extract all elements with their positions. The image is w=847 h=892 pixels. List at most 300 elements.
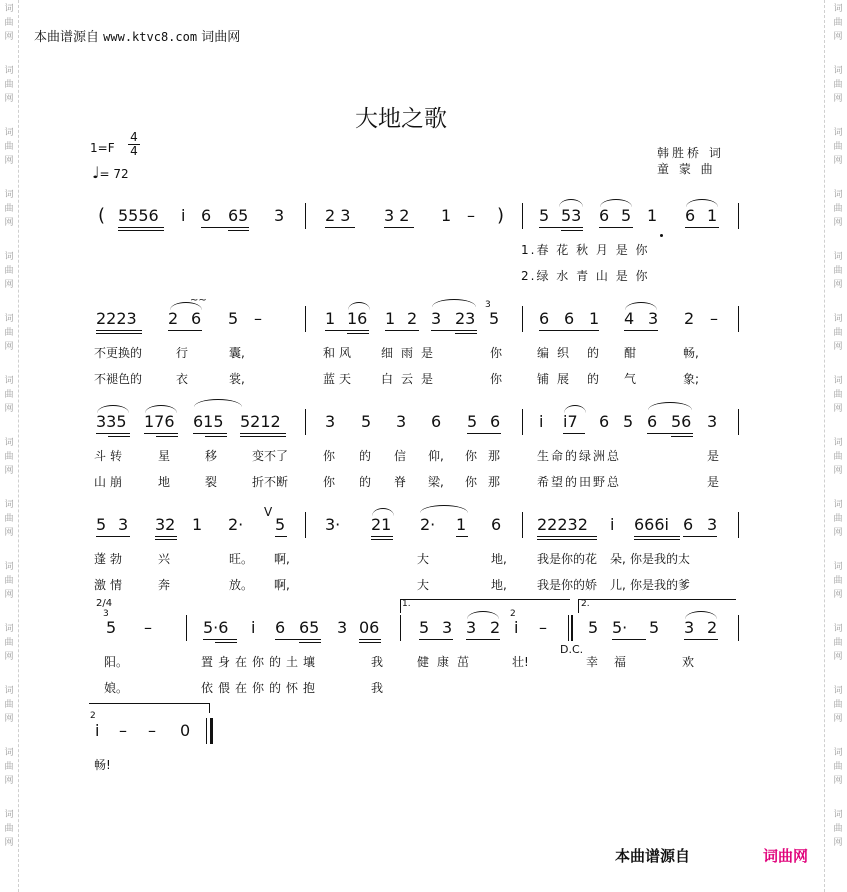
note: – bbox=[254, 309, 262, 328]
lyric: 是 bbox=[707, 449, 720, 463]
note: 2 3 bbox=[325, 206, 351, 225]
watermark-glyph: 网 bbox=[833, 280, 843, 290]
lyric: 和风 bbox=[323, 346, 356, 360]
watermark-glyph: 网 bbox=[4, 218, 14, 228]
note: 53 bbox=[561, 206, 582, 225]
note: 6 bbox=[685, 206, 696, 225]
lyric: 幸福 bbox=[586, 655, 643, 669]
underline bbox=[539, 330, 599, 331]
lyric: 我 bbox=[371, 681, 384, 695]
watermark-glyph: 词 bbox=[833, 190, 843, 200]
underline bbox=[144, 433, 178, 434]
underline bbox=[384, 227, 414, 228]
lyric: 囊, bbox=[229, 346, 245, 360]
lyric: 是 bbox=[707, 475, 720, 489]
watermark-glyph: 曲 bbox=[4, 328, 14, 338]
lyric: 地 bbox=[158, 475, 171, 489]
barline bbox=[738, 203, 739, 229]
lyrics-verse-1: 1.春 花 秋 月 是 你 bbox=[521, 243, 650, 257]
watermark-glyph: 网 bbox=[833, 776, 843, 786]
final-barline bbox=[206, 718, 207, 744]
watermark-glyph: 网 bbox=[4, 838, 14, 848]
lyric: 你 bbox=[465, 449, 478, 463]
lyric: 放。 bbox=[229, 578, 254, 592]
grace-note: 2 bbox=[510, 609, 516, 619]
lyric: 的 bbox=[587, 346, 600, 360]
note: 2· bbox=[420, 515, 436, 534]
lyric: 斗转 bbox=[94, 449, 127, 463]
watermark-glyph: 曲 bbox=[833, 514, 843, 524]
watermark-glyph: 曲 bbox=[4, 576, 14, 586]
composer-credit: 童 蒙 曲 bbox=[657, 162, 716, 176]
watermark-glyph: 词 bbox=[4, 66, 14, 76]
tempo-marking: ♩= 72 bbox=[92, 163, 129, 182]
watermark-glyph: 词 bbox=[4, 4, 14, 14]
lyric: 裳, bbox=[229, 372, 245, 386]
lyric: 不更换的 bbox=[94, 346, 143, 360]
watermark-glyph: 词 bbox=[833, 686, 843, 696]
underline bbox=[96, 536, 130, 537]
note: 6 bbox=[539, 309, 550, 328]
grace-note: 2 bbox=[90, 711, 96, 721]
lyric: 你是我的爹 bbox=[630, 578, 691, 592]
watermark-glyph: 词 bbox=[833, 4, 843, 14]
final-barline bbox=[210, 718, 213, 744]
watermark-glyph: 词 bbox=[4, 376, 14, 386]
watermark-glyph: 网 bbox=[833, 466, 843, 476]
lyric: 奔 bbox=[158, 578, 171, 592]
note: 5556 bbox=[118, 206, 159, 225]
watermark-glyph: 词 bbox=[4, 438, 14, 448]
underline bbox=[228, 230, 249, 231]
note: 2· bbox=[228, 515, 244, 534]
underline bbox=[466, 639, 500, 640]
barline bbox=[738, 306, 739, 332]
underline bbox=[647, 433, 693, 434]
lyric: 行 bbox=[176, 346, 189, 360]
watermark-glyph: 网 bbox=[833, 528, 843, 538]
note: 3 bbox=[707, 412, 718, 431]
note: 5 bbox=[96, 515, 107, 534]
note: 3 bbox=[325, 412, 336, 431]
note: 3 bbox=[707, 515, 718, 534]
watermark-glyph: 曲 bbox=[833, 452, 843, 462]
lyric: 我是你的娇 bbox=[537, 578, 598, 592]
lyric: 星 bbox=[158, 449, 171, 463]
watermark-glyph: 词 bbox=[833, 438, 843, 448]
watermark-glyph: 曲 bbox=[833, 204, 843, 214]
watermark-glyph: 词 bbox=[833, 314, 843, 324]
note: 5 bbox=[623, 412, 634, 431]
lyric: 希望的田野总 bbox=[537, 475, 622, 489]
barline bbox=[522, 512, 523, 538]
barline bbox=[522, 306, 523, 332]
watermark-glyph: 曲 bbox=[833, 576, 843, 586]
lyric: 我 bbox=[371, 655, 384, 669]
underline bbox=[299, 642, 321, 643]
trill-icon: ~~ bbox=[190, 295, 207, 306]
footer-source-label: 本曲谱源自 bbox=[615, 847, 691, 865]
lyric: 地, bbox=[491, 552, 507, 566]
note: 3 bbox=[274, 206, 285, 225]
barline-double bbox=[571, 615, 573, 641]
watermark-glyph: 曲 bbox=[833, 824, 843, 834]
watermark-right bbox=[831, 0, 845, 892]
volta-label-2: 2. bbox=[581, 599, 590, 609]
underline bbox=[96, 333, 142, 334]
watermark-glyph: 网 bbox=[4, 280, 14, 290]
slur bbox=[145, 405, 177, 413]
lyric: 的 bbox=[359, 475, 372, 489]
note: 335 bbox=[96, 412, 127, 431]
watermark-glyph: 曲 bbox=[4, 824, 14, 834]
barline bbox=[305, 306, 306, 332]
underline bbox=[671, 436, 693, 437]
watermark-glyph: 词 bbox=[4, 252, 14, 262]
watermark-glyph: 词 bbox=[833, 748, 843, 758]
underline bbox=[108, 436, 130, 437]
note: 3· bbox=[325, 515, 341, 534]
lyric: 我是你的花 bbox=[537, 552, 598, 566]
note: 1 bbox=[192, 515, 203, 534]
lyric: 欢 bbox=[682, 655, 695, 669]
lyric: 梁, bbox=[428, 475, 444, 489]
underline bbox=[455, 333, 477, 334]
underline bbox=[240, 436, 286, 437]
meter-change: 2/4 bbox=[96, 598, 113, 609]
note: 6 bbox=[431, 412, 442, 431]
note: 2 bbox=[490, 618, 501, 637]
note: 3 bbox=[431, 309, 442, 328]
note: 6 bbox=[564, 309, 575, 328]
slur bbox=[564, 405, 586, 413]
lyric: 儿, bbox=[610, 578, 626, 592]
underline bbox=[683, 536, 717, 537]
underline bbox=[156, 436, 178, 437]
slur bbox=[686, 199, 718, 207]
slur bbox=[348, 302, 370, 310]
time-signature: 4 4 bbox=[128, 131, 140, 158]
slur bbox=[559, 199, 583, 207]
note: 56 bbox=[671, 412, 692, 431]
note: 5 bbox=[621, 206, 632, 225]
lyric: 啊, bbox=[274, 578, 290, 592]
lyric: 不褪色的 bbox=[94, 372, 143, 386]
barline bbox=[400, 615, 401, 641]
lyric: 蓝天 bbox=[323, 372, 356, 386]
underline bbox=[325, 227, 355, 228]
underline bbox=[325, 330, 369, 331]
note: 06 bbox=[359, 618, 380, 637]
watermark-glyph: 网 bbox=[4, 652, 14, 662]
underline bbox=[685, 227, 719, 228]
lyric: 激情 bbox=[94, 578, 127, 592]
underline bbox=[168, 330, 202, 331]
underline bbox=[431, 330, 477, 331]
watermark-glyph: 曲 bbox=[833, 638, 843, 648]
note: ) bbox=[497, 205, 505, 226]
note: – bbox=[467, 206, 475, 225]
volta-label-1: 1. bbox=[402, 599, 411, 609]
lyric: 健康茁 bbox=[417, 655, 478, 669]
watermark-glyph: 词 bbox=[833, 128, 843, 138]
note: 1 bbox=[325, 309, 336, 328]
lyric: 你 bbox=[490, 372, 503, 386]
grace-note: 3 bbox=[103, 609, 109, 619]
barline bbox=[305, 409, 306, 435]
underline bbox=[155, 536, 177, 537]
lyric: 兴 bbox=[158, 552, 171, 566]
lyric: 依偎在你的怀抱 bbox=[201, 681, 321, 695]
footer-site: 词曲网 bbox=[763, 847, 809, 865]
watermark-glyph: 曲 bbox=[833, 18, 843, 28]
lyric: 气 bbox=[624, 372, 637, 386]
note: 65 bbox=[299, 618, 320, 637]
note: 5 bbox=[419, 618, 430, 637]
underline bbox=[275, 639, 321, 640]
note: 6 bbox=[647, 412, 658, 431]
source-site: 词曲网 bbox=[201, 30, 241, 45]
note: 3 bbox=[684, 618, 695, 637]
lyric: 你是我的太 bbox=[630, 552, 691, 566]
note: 21 bbox=[371, 515, 392, 534]
lyric: 象; bbox=[683, 372, 700, 386]
slur bbox=[648, 402, 692, 410]
note: 2 bbox=[407, 309, 418, 328]
underline bbox=[684, 639, 718, 640]
underline bbox=[96, 433, 130, 434]
breath-mark: V bbox=[264, 505, 273, 519]
barline bbox=[738, 512, 739, 538]
watermark-glyph: 词 bbox=[833, 810, 843, 820]
note: 2223 bbox=[96, 309, 137, 328]
lyric: 你 bbox=[323, 449, 336, 463]
slur bbox=[420, 505, 468, 513]
lyric: 白云是 bbox=[381, 372, 442, 386]
underline bbox=[371, 539, 393, 540]
barline bbox=[738, 615, 739, 641]
source-header bbox=[34, 26, 240, 45]
underline bbox=[599, 227, 633, 228]
watermark-glyph: 曲 bbox=[833, 762, 843, 772]
lyric: 编织 bbox=[537, 346, 578, 360]
watermark-glyph: 曲 bbox=[4, 142, 14, 152]
slur bbox=[97, 405, 129, 413]
watermark-glyph: 词 bbox=[833, 624, 843, 634]
note: 5 bbox=[489, 309, 500, 328]
note: – bbox=[119, 721, 127, 740]
underline bbox=[634, 539, 680, 540]
lyric: 娘。 bbox=[104, 681, 129, 695]
watermark-glyph: 词 bbox=[833, 66, 843, 76]
watermark-glyph: 网 bbox=[833, 32, 843, 42]
note: 2 bbox=[168, 309, 179, 328]
note: i bbox=[181, 206, 186, 225]
watermark-glyph: 网 bbox=[4, 32, 14, 42]
lyric: 信 bbox=[394, 449, 407, 463]
underline bbox=[359, 642, 381, 643]
watermark-glyph: 曲 bbox=[4, 638, 14, 648]
note: 2 bbox=[707, 618, 718, 637]
slur bbox=[625, 302, 657, 310]
lyric: 仰, bbox=[428, 449, 444, 463]
watermark-glyph: 曲 bbox=[4, 514, 14, 524]
watermark-glyph: 词 bbox=[833, 252, 843, 262]
underline bbox=[563, 433, 585, 434]
volta-bracket-1-hook bbox=[400, 599, 401, 613]
note: i bbox=[95, 721, 100, 740]
underline bbox=[275, 536, 287, 537]
underline bbox=[385, 330, 419, 331]
source-label: 本曲谱源自 bbox=[34, 30, 100, 45]
watermark-glyph: 词 bbox=[4, 190, 14, 200]
lyric: 畅! bbox=[94, 758, 111, 772]
volta-bracket-2-continued bbox=[89, 703, 209, 704]
underline bbox=[561, 230, 583, 231]
slur bbox=[194, 399, 242, 407]
lyric: 旺。 bbox=[229, 552, 254, 566]
lyric: 大 bbox=[417, 552, 430, 566]
lyric: 酣 bbox=[624, 346, 637, 360]
note: 6 bbox=[683, 515, 694, 534]
note: 1 bbox=[589, 309, 600, 328]
underline bbox=[203, 639, 237, 640]
lyric: 的 bbox=[587, 372, 600, 386]
note: 16 bbox=[347, 309, 368, 328]
watermark-glyph: 曲 bbox=[833, 80, 843, 90]
watermark-glyph: 网 bbox=[833, 838, 843, 848]
barline-double bbox=[568, 615, 569, 641]
lyric: 朵, bbox=[610, 552, 626, 566]
lyric: 铺展 bbox=[537, 372, 578, 386]
watermark-left bbox=[2, 0, 16, 892]
note: 23 bbox=[455, 309, 476, 328]
note: i bbox=[610, 515, 615, 534]
lyric: 生命的绿洲总 bbox=[537, 449, 622, 463]
note: 6 bbox=[490, 412, 501, 431]
slur bbox=[372, 508, 394, 516]
watermark-glyph: 网 bbox=[833, 714, 843, 724]
watermark-glyph: 曲 bbox=[833, 390, 843, 400]
note: – bbox=[144, 618, 152, 637]
underline bbox=[193, 433, 227, 434]
note: 3 2 bbox=[384, 206, 410, 225]
lyric: 你 bbox=[490, 346, 503, 360]
lyric: 置身在你的土壤 bbox=[201, 655, 321, 669]
lyric: 那 bbox=[488, 449, 501, 463]
watermark-glyph: 网 bbox=[833, 156, 843, 166]
note: 5 bbox=[539, 206, 550, 225]
note: 5 bbox=[275, 515, 286, 534]
watermark-glyph: 网 bbox=[4, 404, 14, 414]
watermark-divider-right bbox=[824, 0, 825, 892]
watermark-glyph: 曲 bbox=[4, 390, 14, 400]
watermark-glyph: 网 bbox=[833, 404, 843, 414]
source-url[interactable]: www.ktvc8.com bbox=[103, 30, 198, 44]
note: 6 bbox=[191, 309, 202, 328]
lyric: 山崩 bbox=[94, 475, 127, 489]
lyric: 畅, bbox=[683, 346, 699, 360]
watermark-glyph: 词 bbox=[4, 500, 14, 510]
underline bbox=[118, 227, 164, 228]
lyrics-verse-2: 2.绿 水 青 山 是 你 bbox=[521, 269, 650, 283]
lyric: 啊, bbox=[274, 552, 290, 566]
note: 65 bbox=[228, 206, 249, 225]
watermark-glyph: 网 bbox=[4, 528, 14, 538]
underline bbox=[624, 330, 658, 331]
note: 6 bbox=[275, 618, 286, 637]
lyric: 那 bbox=[488, 475, 501, 489]
watermark-glyph: 词 bbox=[833, 562, 843, 572]
watermark-glyph: 网 bbox=[4, 714, 14, 724]
lyric: 地, bbox=[491, 578, 507, 592]
note: – bbox=[710, 309, 718, 328]
slur bbox=[432, 299, 476, 307]
watermark-glyph: 曲 bbox=[833, 266, 843, 276]
note: 5 bbox=[361, 412, 372, 431]
note: 3 bbox=[648, 309, 659, 328]
volta-bracket-end bbox=[209, 703, 210, 713]
barline bbox=[186, 615, 187, 641]
watermark-glyph: 词 bbox=[4, 128, 14, 138]
note: 5· bbox=[612, 618, 628, 637]
lyric: 衣 bbox=[176, 372, 189, 386]
note: 3 bbox=[118, 515, 129, 534]
grace-note: 3 bbox=[485, 300, 491, 310]
barline bbox=[522, 203, 523, 229]
note: 5212 bbox=[240, 412, 281, 431]
barline bbox=[522, 409, 523, 435]
watermark-glyph: 网 bbox=[4, 94, 14, 104]
lyric: 阳。 bbox=[104, 655, 129, 669]
underline bbox=[118, 230, 164, 231]
underline bbox=[347, 333, 369, 334]
note: 6 bbox=[491, 515, 502, 534]
watermark-glyph: 网 bbox=[4, 342, 14, 352]
note: 1 bbox=[441, 206, 452, 225]
note: ( bbox=[98, 205, 106, 226]
watermark-glyph: 词 bbox=[833, 500, 843, 510]
barline bbox=[738, 409, 739, 435]
watermark-glyph: 网 bbox=[833, 218, 843, 228]
watermark-glyph: 网 bbox=[833, 342, 843, 352]
barline bbox=[305, 512, 306, 538]
lyric: 折不断 bbox=[252, 475, 289, 489]
note: 5 bbox=[649, 618, 660, 637]
underline bbox=[201, 227, 249, 228]
lyricist-credit: 韩胜桥 词 bbox=[657, 146, 724, 160]
note: i7 bbox=[563, 412, 578, 431]
underline bbox=[612, 639, 646, 640]
note: 5 bbox=[106, 618, 117, 637]
note: 3 bbox=[396, 412, 407, 431]
note: 1 bbox=[647, 206, 658, 225]
underline bbox=[539, 227, 583, 228]
watermark-glyph: 网 bbox=[4, 466, 14, 476]
watermark-glyph: 曲 bbox=[4, 80, 14, 90]
watermark-glyph: 曲 bbox=[4, 204, 14, 214]
underline bbox=[537, 539, 597, 540]
note: 1 bbox=[707, 206, 718, 225]
note: – bbox=[148, 721, 156, 740]
quarter-note-icon: ♩ bbox=[92, 163, 100, 182]
lyric: 蓬勃 bbox=[94, 552, 127, 566]
note: 2 bbox=[684, 309, 695, 328]
lyric: 你 bbox=[465, 475, 478, 489]
note: 32 bbox=[155, 515, 176, 534]
note: 615 bbox=[193, 412, 224, 431]
note: 5 bbox=[467, 412, 478, 431]
